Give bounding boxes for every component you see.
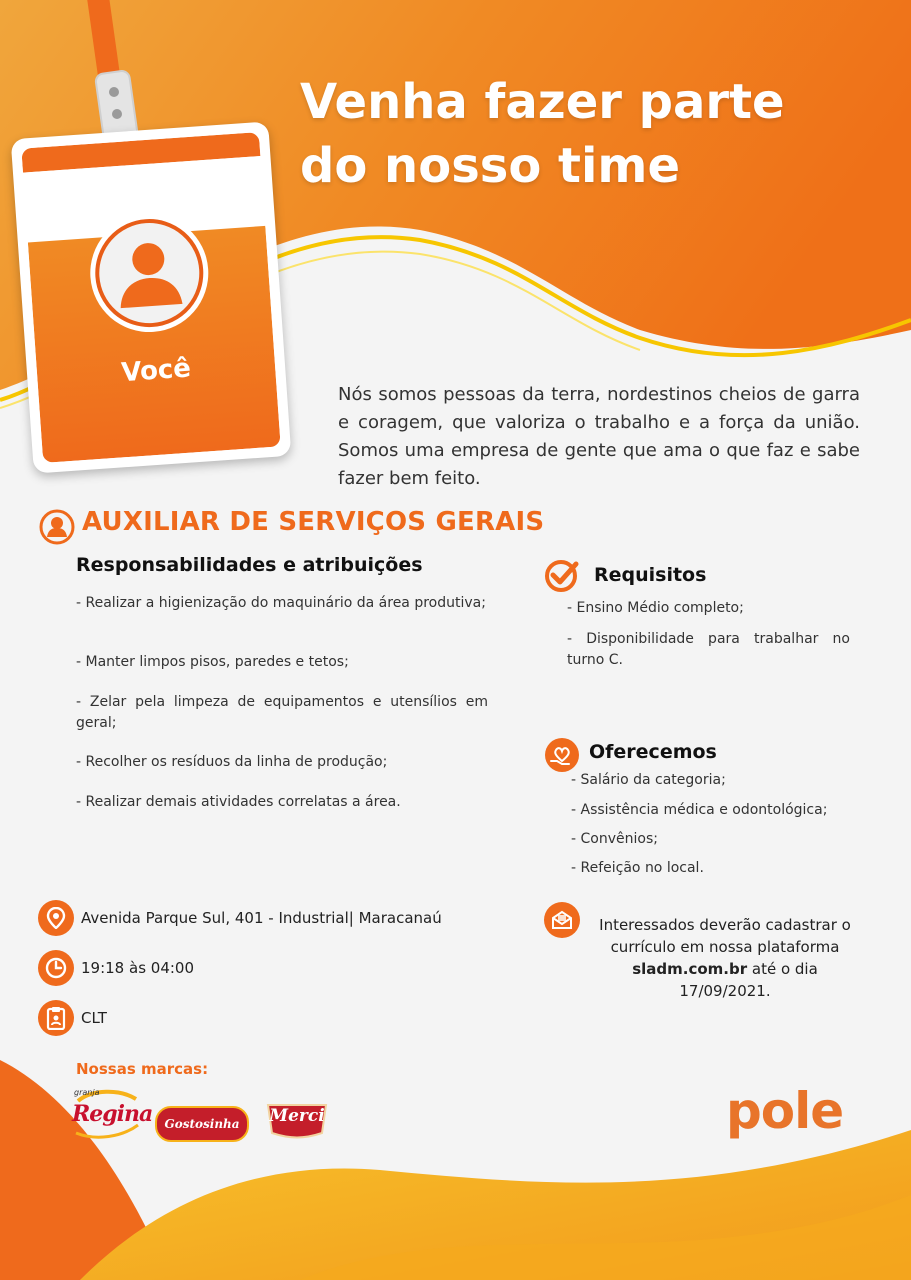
offers-title: Oferecemos [589, 741, 717, 763]
location-icon [38, 900, 74, 936]
headline [300, 70, 890, 198]
offer-item-1: - Salário da categoria; [571, 772, 726, 788]
brand-regina-text: Regina [72, 1101, 153, 1127]
intro-paragraph: Nós somos pessoas da terra, nordestinos cheios de garra e coragem, que valoriza o trabalho e a força da união. Somos uma empresa de gente que ama o que faz e sabe fazer bem feito. [338, 384, 860, 489]
email-icon [544, 902, 580, 938]
requirement-item-1: - Ensino Médio completo; [567, 600, 744, 616]
requirement-item-2: - Disponibilidade para trabalhar no turno C. [567, 631, 850, 668]
brand-merci-text: Merci [269, 1106, 325, 1126]
offer-item-4: - Refeição no local. [571, 860, 704, 876]
apply-site-link[interactable]: sladm.com.br [632, 960, 748, 978]
responsibility-item-2: - Manter limpos pisos, paredes e tetos; [76, 654, 349, 670]
brand-regina-logo [72, 1085, 153, 1143]
apply-line-3: até o dia [747, 960, 818, 978]
requirements-title: Requisitos [594, 564, 707, 586]
brands-label: Nossas marcas: [76, 1060, 209, 1078]
hours-text: 19:18 às 04:00 [81, 959, 194, 977]
apply-line-1: Interessados deverão cadastrar o [599, 916, 851, 934]
offer-item-3: - Convênios; [571, 831, 658, 847]
brand-gostosinha-text: Gostosinha [164, 1117, 240, 1131]
offer-item-2: - Assistência médica e odontológica; [571, 802, 828, 818]
responsibility-item-5: - Realizar demais atividades correlatas a área. [76, 794, 401, 810]
contract-text: CLT [81, 1009, 107, 1027]
responsibility-item-4: - Recolher os resíduos da linha de produção; [76, 754, 388, 770]
person-icon [86, 210, 212, 336]
clock-icon [38, 950, 74, 986]
headline-line-2: do nosso time [300, 138, 680, 194]
brand-regina-small: granja [74, 1088, 100, 1097]
brand-merci-logo [264, 1099, 330, 1139]
badge-label: Você [120, 353, 192, 389]
address-text: Avenida Parque Sul, 401 - Industrial| Maracanaú [81, 909, 442, 927]
id-badge [11, 121, 292, 473]
responsibility-item-1: - Realizar a higienização do maquinário da área produtiva; [76, 595, 486, 611]
job-icon [38, 508, 76, 550]
headline-line-1: Venha fazer parte [300, 74, 785, 130]
apply-instructions [582, 914, 868, 1002]
apply-date: 17/09/2021. [679, 982, 771, 1000]
responsibilities-title: Responsabilidades e atribuições [76, 554, 423, 576]
brand-gostosinha-logo [155, 1106, 249, 1142]
clipboard-icon [38, 1000, 74, 1036]
apply-line-2: currículo em nossa plataforma [610, 938, 840, 956]
check-icon [543, 556, 581, 598]
job-title: AUXILIAR DE SERVIÇOS GERAIS [82, 507, 545, 537]
avatar [86, 210, 212, 336]
pole-logo: pole [726, 1082, 844, 1140]
responsibility-item-3: - Zelar pela limpeza de equipamentos e utensílios em geral; [76, 694, 488, 731]
